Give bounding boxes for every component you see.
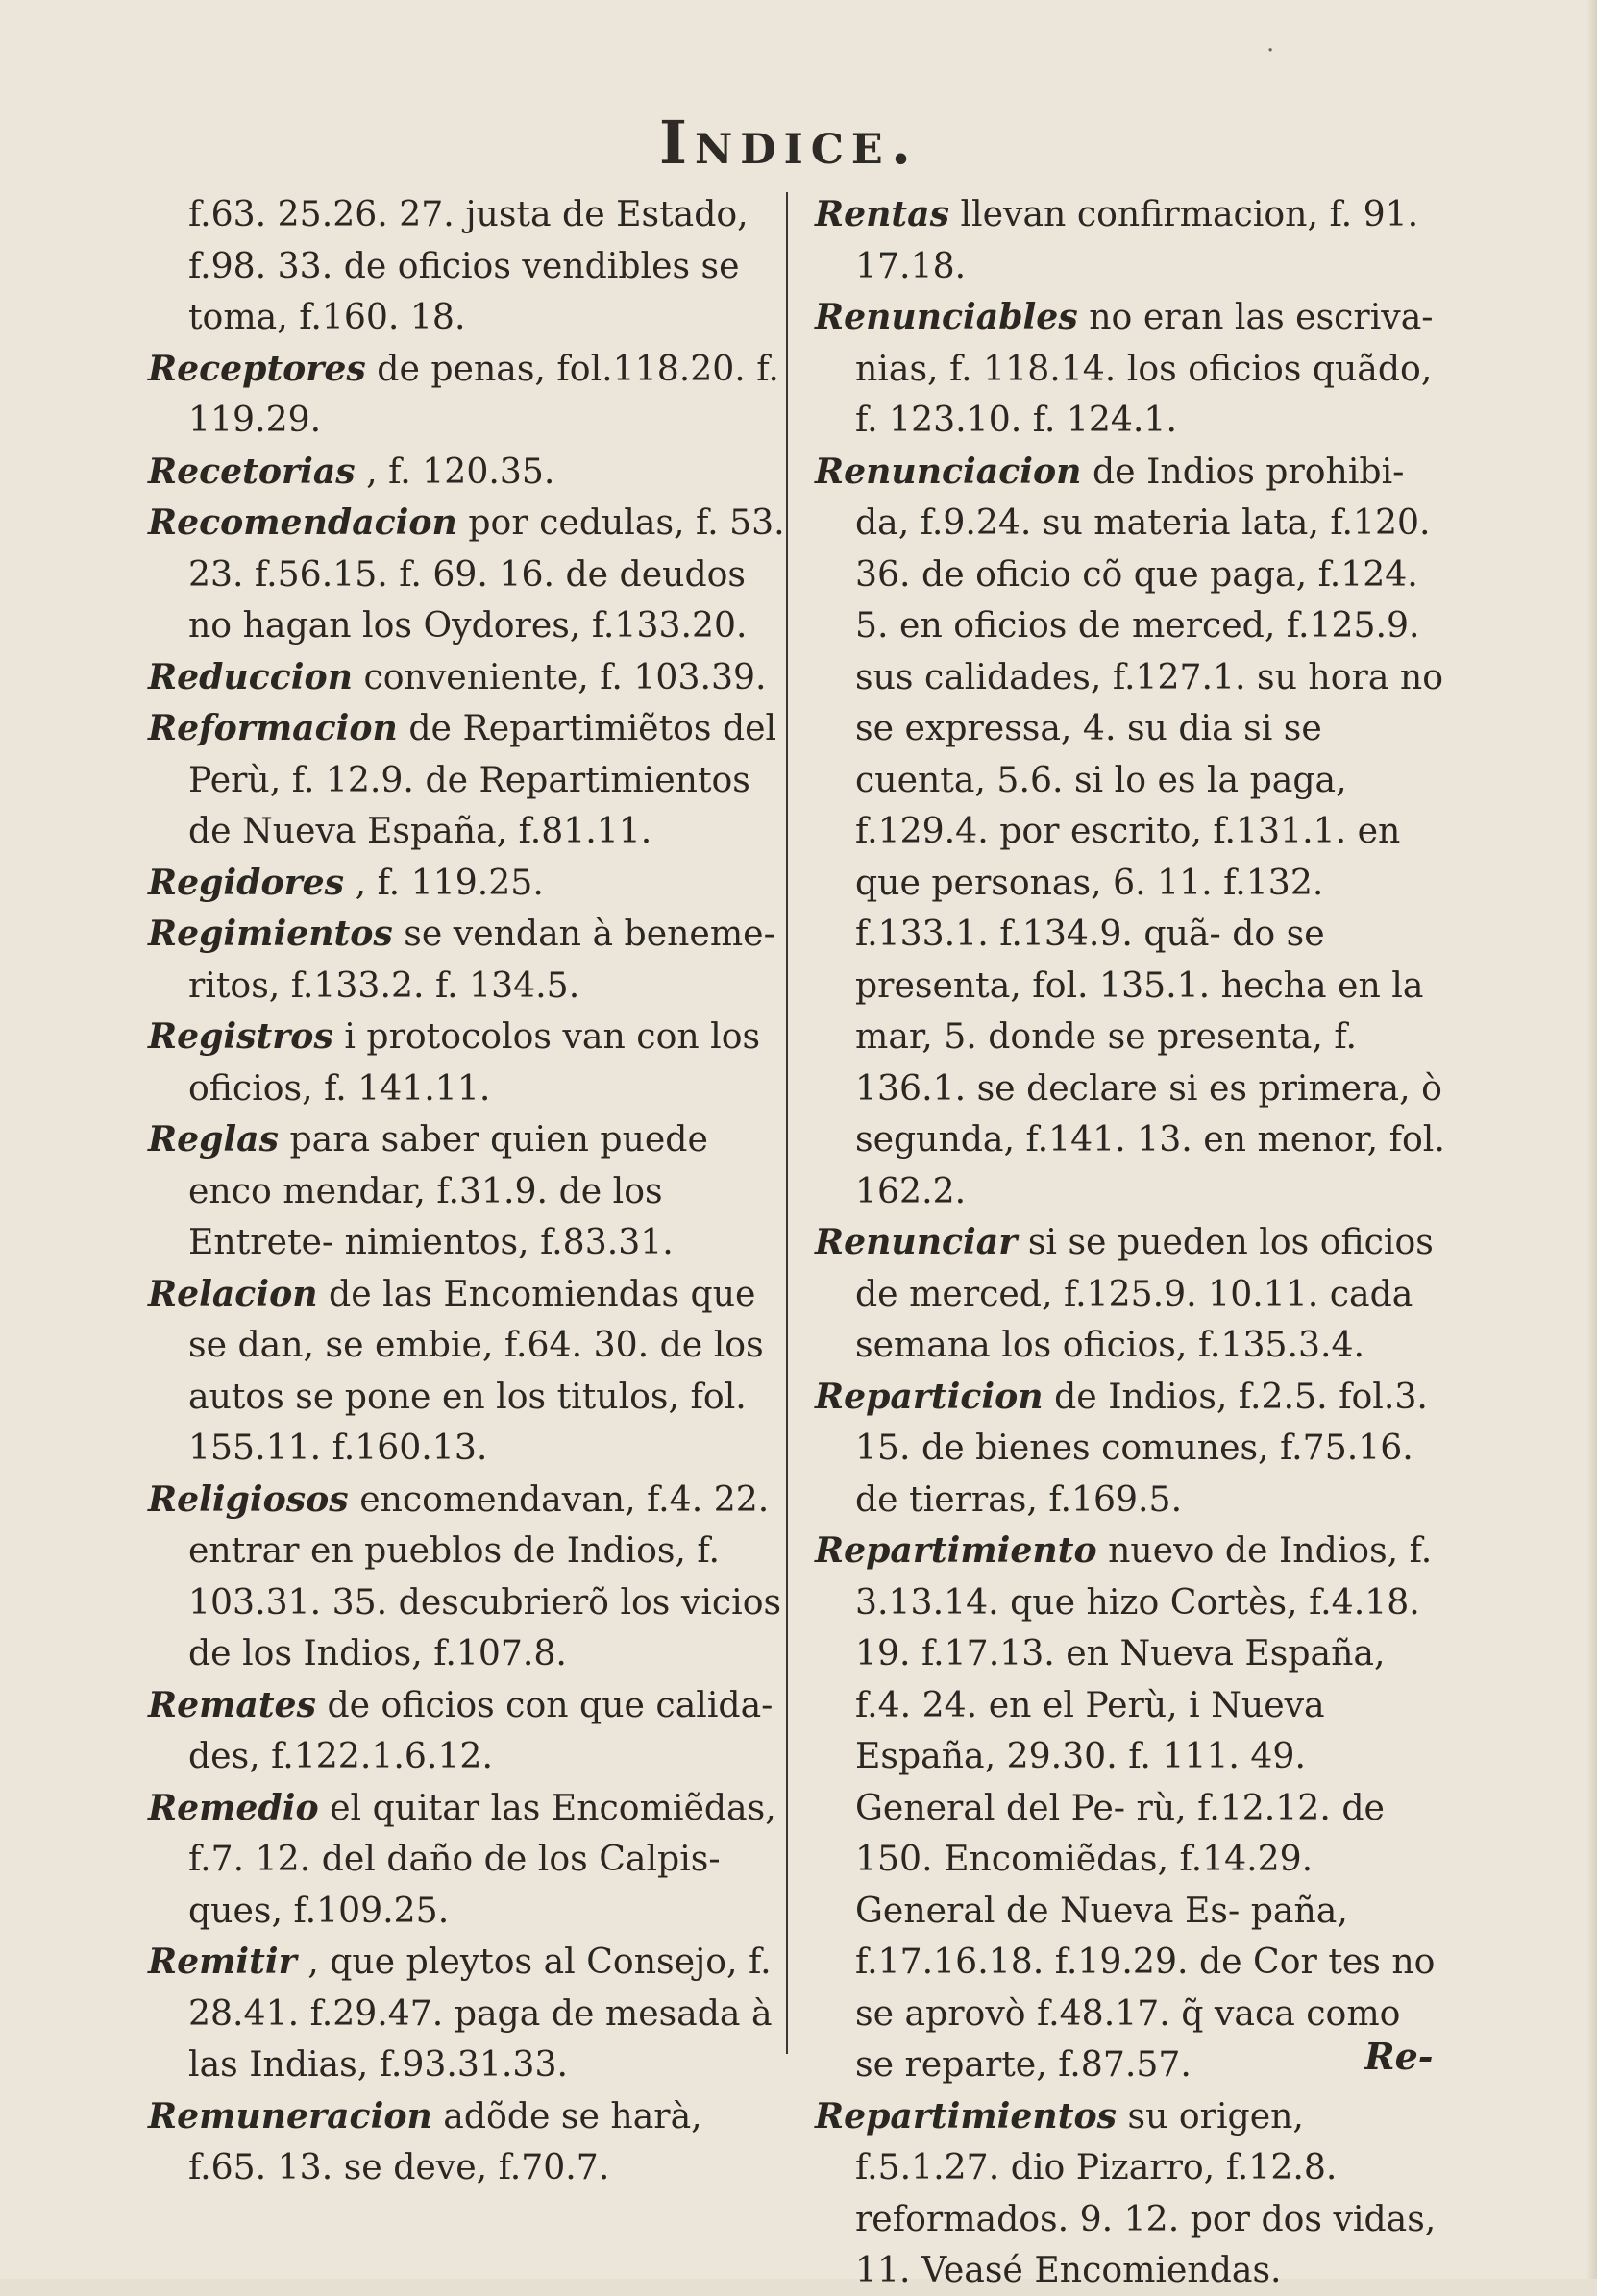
top-mark: · <box>1266 37 1275 65</box>
entry-text: adõde se harà, f.65. 13. se deve, f.70.7. <box>188 2094 702 2187</box>
entry-text: de Repartimiẽtos del Perù, f. 12.9. de Repartimientos de Nueva España, f.81.11. <box>188 707 777 851</box>
index-entry <box>148 1474 790 1679</box>
index-entry <box>148 1268 790 1474</box>
entry-heading: Recetorias <box>148 450 356 492</box>
index-entry <box>148 1936 790 2090</box>
entry-heading: Relacion <box>148 1272 318 1314</box>
index-entry <box>815 1216 1449 1371</box>
entry-heading: Remuneracion <box>148 2094 432 2137</box>
entry-heading: Regimientos <box>148 913 393 954</box>
catchword: Re- <box>1364 2035 1434 2078</box>
index-entry <box>815 2090 1449 2296</box>
entry-heading: Regidores <box>148 861 345 903</box>
index-entry <box>815 1371 1449 1526</box>
entry-text: de las Encomiendas que se dan, se embie, f.64. 30. de los autos se pone en los titulos, fol. 155.11. f.160.13. <box>188 1272 764 1468</box>
entry-heading: Recomendacion <box>148 501 457 543</box>
entry-text: por cedulas, f. 53. 23. f.56.15. f. 69. 16. de deudos no hagan los Oydores, f.133.20. <box>188 501 785 646</box>
entry-text: su origen, f.5.1.27. dio Pizarro, f.12.8. reformados. 9. 12. por dos vidas, 11. Veasé Encomiendas. <box>855 2094 1437 2290</box>
entry-heading: Religiosos <box>148 1478 349 1520</box>
entry-text: si se pueden los oficios de merced, f.125.9. 10.11. cada semana los oficios, f.135.3.4. <box>855 1221 1434 1365</box>
entry-text: , f. 119.25. <box>355 861 544 903</box>
entry-heading: Remitir <box>148 1941 297 1982</box>
index-entry <box>148 446 790 498</box>
index-entry <box>148 651 790 703</box>
index-entry <box>815 446 1449 1217</box>
index-entry <box>815 188 1449 291</box>
entry-text: f.63. 25.26. 27. justa de Estado, f.98. 33. de oficios vendibles se toma, f.160. 18. <box>188 193 749 337</box>
page-edge <box>1587 0 1597 2279</box>
right-column <box>815 188 1449 2296</box>
entry-text: conveniente, f. 103.39. <box>363 655 767 697</box>
entry-heading: Reparticion <box>815 1375 1044 1417</box>
entry-text: para saber quien puede enco mendar, f.31.9. de los Entrete- nimientos, f.83.31. <box>188 1118 708 1262</box>
entry-heading: Remedio <box>148 1786 319 1828</box>
index-entry <box>148 497 790 651</box>
column-divider <box>786 192 788 2054</box>
index-entry <box>148 188 790 343</box>
entry-text: de Indios, f.2.5. fol.3. 15. de bienes comunes, f.75.16. de tierras, f.169.5. <box>855 1375 1428 1520</box>
entry-heading: Reformacion <box>148 707 398 748</box>
entry-heading: Registros <box>148 1015 333 1057</box>
entry-text: encomendavan, f.4. 22. entrar en pueblos de Indios, f. 103.31. 35. descubrierõ los vicios de los Indios, f.107.8. <box>188 1478 782 1673</box>
index-entry <box>148 1679 790 1782</box>
entry-heading: Renunciables <box>815 296 1078 337</box>
index-entry <box>148 857 790 909</box>
index-entry <box>148 1113 790 1268</box>
entry-heading: Receptores <box>148 347 366 389</box>
entry-heading: Reduccion <box>148 655 353 697</box>
index-entry <box>148 702 790 857</box>
entry-text: llevan confirmacion, f. 91. 17.18. <box>855 193 1419 286</box>
index-entry <box>815 291 1449 446</box>
entry-text: , f. 120.35. <box>366 450 555 492</box>
index-entry <box>815 1525 1449 2090</box>
entry-heading: Renunciar <box>815 1221 1018 1262</box>
index-entry <box>148 1011 790 1113</box>
left-column <box>148 188 790 2193</box>
entry-text: de Indios prohibi- da, f.9.24. su materia lata, f.120. 36. de oficio cõ que paga, f.124. 5. en oficios de merced, f.125.9. sus calidades, f.127.1. su hora no se expressa, 4. su dia si se cuenta, 5.6. si lo es la paga, f.129.4. por escrito, f.131.1. en que personas, 6. 11. f.132. f.133.1. f.134.9. quã- do se presenta, fol. 135.1. hecha en la mar, 5. donde se presenta, f. 136.1. se declare si es primera, ò segunda, f.141. 13. en menor, fol. 162.2. <box>855 450 1445 1211</box>
index-entry <box>148 2090 790 2193</box>
entry-text: de oficios con que calida- des, f.122.1.6.12. <box>188 1683 774 1776</box>
entry-text: i protocolos van con los oficios, f. 141.11. <box>188 1015 761 1109</box>
index-entry <box>148 908 790 1011</box>
entry-heading: Renunciacion <box>815 450 1082 492</box>
entry-heading: Rentas <box>815 193 949 234</box>
page-title: Indice. <box>659 108 920 178</box>
entry-heading: Repartimientos <box>815 2094 1117 2137</box>
entry-text: se vendan à beneme- ritos, f.133.2. f. 134.5. <box>188 913 775 1006</box>
entry-heading: Reglas <box>148 1118 279 1160</box>
index-entry <box>148 1782 790 1937</box>
entry-heading: Remates <box>148 1683 316 1725</box>
entry-text: no eran las escriva- nias, f. 118.14. los oficios quãdo, f. 123.10. f. 124.1. <box>855 296 1434 440</box>
entry-text: de penas, fol.118.20. f. 119.29. <box>188 347 779 440</box>
entry-text: el quitar las Encomiẽdas, f.7. 12. del daño de los Calpis- ques, f.109.25. <box>188 1786 776 1931</box>
entry-text: nuevo de Indios, f. 3.13.14. que hizo Cortès, f.4.18. 19. f.17.13. en Nueva España, f.4. 24. en el Perù, i Nueva España, 29.30. f. 111. 49. General del Pe- rù, f.12.12. de 150. Encomiẽdas, f.14.29. General de Nueva Es- paña, f.17.16.18. f.19.29. de Cor tes no se aprovò f.48.17. q̃ vaca como se reparte, f.87.57. <box>855 1529 1436 2085</box>
entry-heading: Repartimiento <box>815 1529 1097 1571</box>
index-entry <box>148 343 790 446</box>
entry-text: , que pleytos al Consejo, f. 28.41. f.29.47. paga de mesada à las Indias, f.93.31.33. <box>188 1941 773 2085</box>
